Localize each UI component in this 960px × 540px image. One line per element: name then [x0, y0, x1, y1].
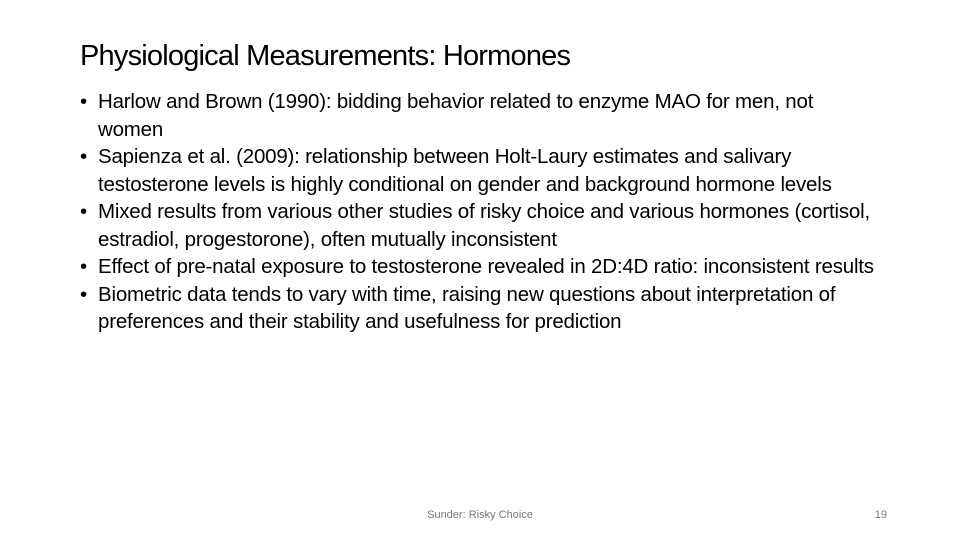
bullet-text: Harlow and Brown (1990): bidding behavior related to enzyme MAO for men, not women: [98, 90, 814, 141]
bullet-item: • Mixed results from various other studies of risky choice and various hormones (cortisol, estradiol, progestorone), often mutually inconsistent: [80, 200, 870, 251]
bullet-item: • Sapienza et al. (2009): relationship between Holt-Laury estimates and salivary testosterone levels is highly conditional on gender and background hormone levels: [80, 145, 832, 196]
footer-text: Sunder: Risky Choice: [427, 509, 533, 521]
bullet-text: Biometric data tends to vary with time, raising new questions about interpretation of preferences and their stability and usefulness for prediction: [98, 282, 836, 333]
bullet-list: [80, 88, 880, 336]
bullet-text: Sapienza et al. (2009): relationship between Holt-Laury estimates and salivary testosterone levels is highly conditional on gender and background hormone levels: [98, 145, 832, 196]
slide-title: Physiological Measurements: Hormones: [80, 40, 571, 72]
bullet-text: Mixed results from various other studies of risky choice and various hormones (cortisol, estradiol, progestorone), often mutually inconsistent: [98, 200, 870, 251]
bullet-item: • Biometric data tends to vary with time, raising new questions about interpretation of preferences and their stability and usefulness for prediction: [80, 282, 836, 333]
bullet-text: Effect of pre-natal exposure to testosterone revealed in 2D:4D ratio: inconsistent results: [98, 255, 874, 278]
page-number: 19: [874, 509, 887, 521]
bullet-item: • Effect of pre-natal exposure to testosterone revealed in 2D:4D ratio: inconsistent results: [80, 255, 874, 278]
bullet-item: • Harlow and Brown (1990): bidding behavior related to enzyme MAO for men, not women: [80, 90, 814, 141]
